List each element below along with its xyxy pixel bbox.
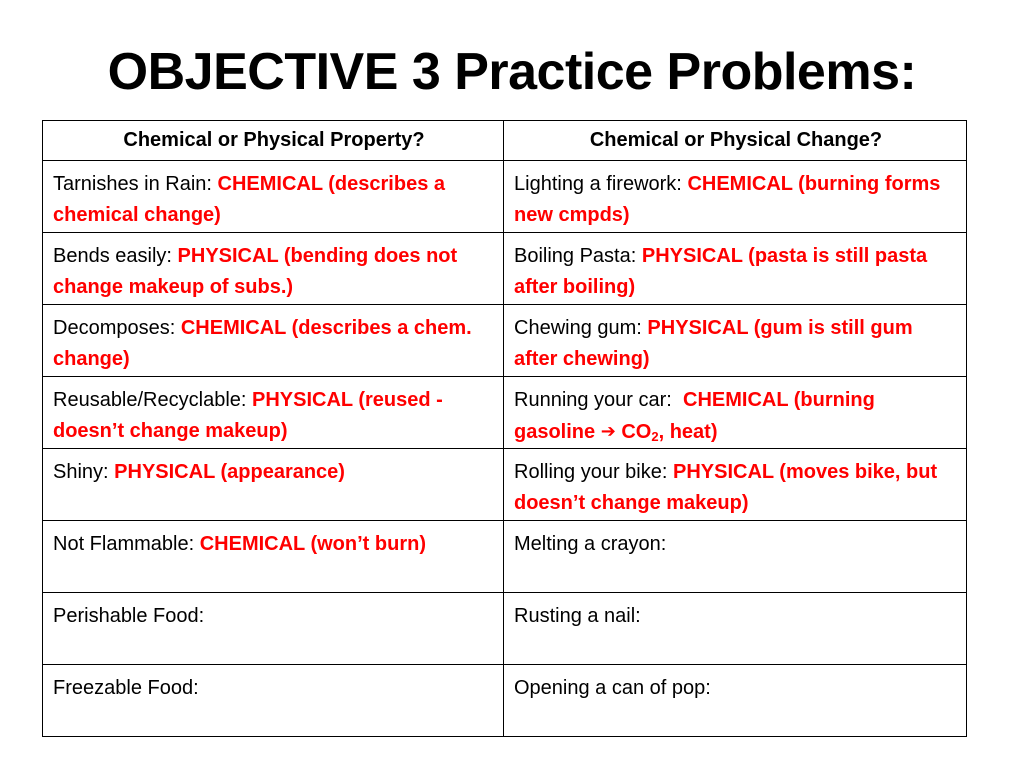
change-answer-co: CO [621,421,652,443]
property-prompt: Shiny: [53,461,109,483]
change-answer: CHEMICAL (burning forms new cmpds) [514,173,941,226]
property-answer: CHEMICAL (describes a chem. change) [53,317,472,370]
property-cell [43,593,504,665]
property-answer: PHYSICAL (reused - doesn’t change makeup) [53,389,443,442]
property-column-header: Chemical or Physical Property? [43,121,504,161]
property-prompt: Bends easily: [53,245,172,267]
change-cell [504,233,967,305]
slide-title: OBJECTIVE 3 Practice Problems: [107,43,917,101]
change-prompt: Running your car: [514,389,672,411]
change-prompt: Boiling Pasta: [514,245,637,267]
change-cell [504,521,967,593]
change-answer: PHYSICAL (pasta is still pasta after boiling) [514,245,928,298]
property-cell [43,161,504,233]
property-answer: CHEMICAL (won’t burn) [199,533,426,555]
property-prompt: Reusable/Recyclable: [53,389,247,411]
table-header-row [43,121,967,161]
change-answer-end: , heat) [658,421,718,443]
property-cell [43,449,504,521]
change-answer-start: CHEMICAL (burning gasoline [514,389,875,443]
property-cell [43,521,504,593]
table-row [43,449,967,521]
property-answer: PHYSICAL (bending does not change makeup of subs.) [53,245,458,298]
property-cell [43,233,504,305]
right-arrow-icon: ➔ [600,421,616,441]
change-prompt: Rusting a nail: [514,605,641,627]
change-cell [504,161,967,233]
property-cell [43,305,504,377]
property-prompt: Perishable Food: [53,605,205,627]
table-row [43,665,967,737]
property-prompt: Decomposes: [53,317,176,339]
property-cell [43,665,504,737]
practice-problems-table [42,120,967,737]
property-prompt: Not Flammable: [53,533,195,555]
change-cell [504,305,967,377]
change-cell [504,449,967,521]
change-prompt: Opening a can of pop: [514,677,711,699]
property-cell [43,377,504,449]
table-row [43,521,967,593]
table-row [43,161,967,233]
table-row [43,377,967,449]
table-row [43,305,967,377]
change-answer: PHYSICAL (moves bike, but doesn’t change makeup) [514,461,938,514]
property-answer: PHYSICAL (appearance) [114,461,345,483]
property-prompt: Tarnishes in Rain: [53,173,212,195]
change-answer: PHYSICAL (gum is still gum after chewing) [514,317,913,370]
change-prompt: Rolling your bike: [514,461,668,483]
property-answer: CHEMICAL (describes a chemical change) [53,173,446,226]
change-column-header: Chemical or Physical Change? [504,121,967,161]
change-cell [504,665,967,737]
change-prompt: Lighting a firework: [514,173,682,195]
change-cell [504,593,967,665]
table-row [43,593,967,665]
property-prompt: Freezable Food: [53,677,199,699]
change-prompt: Melting a crayon: [514,533,667,555]
change-answer-subscript: 2 [651,429,659,444]
change-cell [504,377,967,449]
table-row [43,233,967,305]
change-prompt: Chewing gum: [514,317,642,339]
